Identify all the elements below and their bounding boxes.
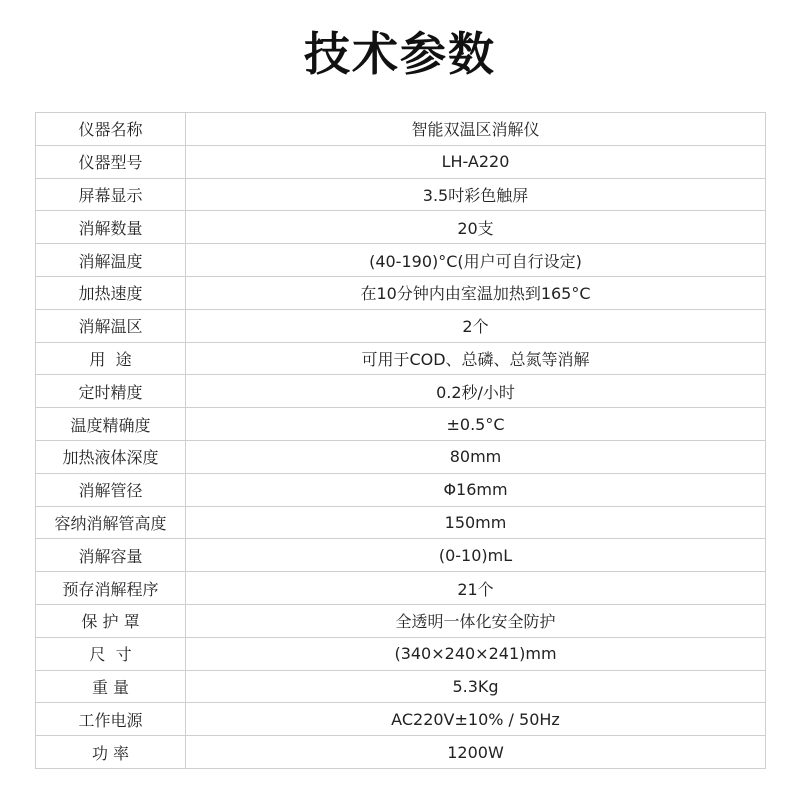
spec-value: 可用于COD、总磷、总氮等消解 xyxy=(186,342,766,375)
table-row xyxy=(36,539,766,572)
table-row xyxy=(36,309,766,342)
table-row xyxy=(36,572,766,605)
spec-table xyxy=(35,112,766,769)
spec-label: 消解管径 xyxy=(36,473,186,506)
spec-label: 重 量 xyxy=(36,670,186,703)
spec-label: 消解容量 xyxy=(36,539,186,572)
spec-value: (340×240×241)mm xyxy=(186,637,766,670)
spec-value: 5.3Kg xyxy=(186,670,766,703)
spec-value: 3.5吋彩色触屏 xyxy=(186,178,766,211)
table-row xyxy=(36,637,766,670)
table-row xyxy=(36,736,766,769)
spec-label: 用 途 xyxy=(36,342,186,375)
spec-value: Φ16mm xyxy=(186,473,766,506)
spec-value: 0.2秒/小时 xyxy=(186,375,766,408)
table-row xyxy=(36,342,766,375)
table-row xyxy=(36,604,766,637)
table-row xyxy=(36,145,766,178)
table-row xyxy=(36,178,766,211)
spec-label: 仪器名称 xyxy=(36,113,186,146)
spec-label: 容纳消解管高度 xyxy=(36,506,186,539)
table-row xyxy=(36,703,766,736)
spec-label: 消解数量 xyxy=(36,211,186,244)
spec-value: LH-A220 xyxy=(186,145,766,178)
spec-value: (40-190)°C(用户可自行设定) xyxy=(186,244,766,277)
spec-label: 定时精度 xyxy=(36,375,186,408)
spec-value: 1200W xyxy=(186,736,766,769)
table-row xyxy=(36,211,766,244)
spec-label: 尺 寸 xyxy=(36,637,186,670)
spec-label: 工作电源 xyxy=(36,703,186,736)
spec-label: 功 率 xyxy=(36,736,186,769)
table-row xyxy=(36,506,766,539)
spec-label: 消解温度 xyxy=(36,244,186,277)
spec-value: 在10分钟内由室温加热到165°C xyxy=(186,276,766,309)
spec-value: 智能双温区消解仪 xyxy=(186,113,766,146)
spec-label: 仪器型号 xyxy=(36,145,186,178)
spec-value: 全透明一体化安全防护 xyxy=(186,604,766,637)
spec-label: 加热液体深度 xyxy=(36,440,186,473)
table-row xyxy=(36,670,766,703)
table-row xyxy=(36,113,766,146)
spec-label: 预存消解程序 xyxy=(36,572,186,605)
spec-value: (0-10)mL xyxy=(186,539,766,572)
spec-value: 20支 xyxy=(186,211,766,244)
spec-label: 温度精确度 xyxy=(36,408,186,441)
spec-value: 150mm xyxy=(186,506,766,539)
spec-label: 消解温区 xyxy=(36,309,186,342)
table-row xyxy=(36,375,766,408)
table-row xyxy=(36,440,766,473)
table-row xyxy=(36,473,766,506)
spec-table-body xyxy=(36,113,766,769)
spec-value: 21个 xyxy=(186,572,766,605)
spec-value: 80mm xyxy=(186,440,766,473)
spec-value: 2个 xyxy=(186,309,766,342)
spec-label: 屏幕显示 xyxy=(36,178,186,211)
table-row xyxy=(36,244,766,277)
table-row xyxy=(36,276,766,309)
spec-label: 加热速度 xyxy=(36,276,186,309)
spec-label: 保 护 罩 xyxy=(36,604,186,637)
spec-value: AC220V±10% / 50Hz xyxy=(186,703,766,736)
table-row xyxy=(36,408,766,441)
page-title: 技术参数 xyxy=(304,27,496,81)
spec-value: ±0.5°C xyxy=(186,408,766,441)
